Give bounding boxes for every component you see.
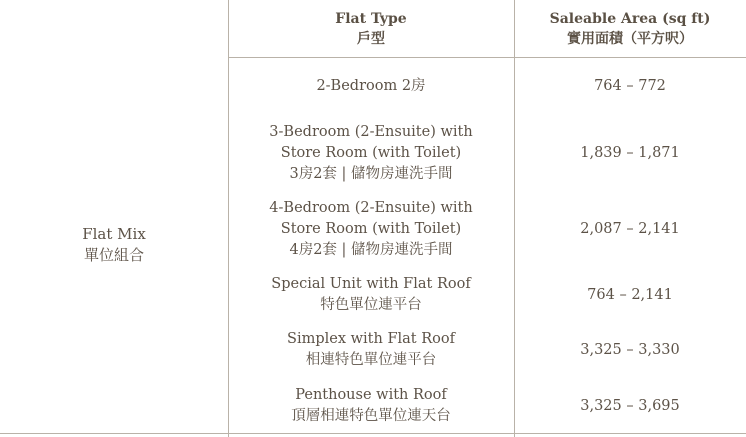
table-row-area <box>514 327 746 373</box>
table-row-type <box>228 327 514 373</box>
table-row-type <box>228 383 514 429</box>
area-value: 1,839 – 1,871 <box>580 144 680 161</box>
table-row-area <box>514 120 746 186</box>
flat-type-line: Special Unit with Flat Roof <box>271 276 471 292</box>
flat-mix-label-en: Flat Mix <box>82 225 146 243</box>
area-value: 3,325 – 3,330 <box>580 341 680 358</box>
flat-type-line: Simplex with Flat Roof <box>287 331 455 347</box>
table-row-type <box>228 120 514 186</box>
flat-type-line: Penthouse with Roof <box>295 387 447 403</box>
table-row-area <box>514 196 746 262</box>
header-area-en: Saleable Area (sq ft) <box>549 10 711 27</box>
table-row-type <box>228 272 514 318</box>
flat-type-line: 特色單位連平台 <box>320 297 422 313</box>
table-bottom-border <box>0 433 746 434</box>
area-value: 2,087 – 2,141 <box>580 220 680 237</box>
flat-type-line: Store Room (with Toilet) <box>280 144 462 161</box>
table-row-type <box>228 60 514 112</box>
flat-type-line: 相連特色單位連平台 <box>305 352 437 368</box>
header-flat-type-zh: 戶型 <box>357 30 385 47</box>
flat-type-line: 4-Bedroom (2-Ensuite) with <box>269 199 473 216</box>
table-row-area <box>514 383 746 429</box>
table-row-area <box>514 60 746 112</box>
flat-type-line: 4房2套 | 儲物房連洗手間 <box>289 241 453 258</box>
flat-type-line: 頂層相連特色單位連天台 <box>291 408 451 424</box>
header-area-zh: 實用面積（平方呎） <box>567 30 693 47</box>
header-saleable-area <box>514 0 746 57</box>
flat-type-line: 3-Bedroom (2-Ensuite) with <box>269 123 473 140</box>
table-row-area <box>514 272 746 318</box>
table-row-type <box>228 196 514 262</box>
header-flat-type <box>228 0 514 57</box>
flat-type-line: Store Room (with Toilet) <box>280 220 462 237</box>
flat-mix-label <box>0 57 228 433</box>
flat-mix-label-zh: 單位組合 <box>83 246 144 264</box>
area-value: 764 – 2,141 <box>587 286 673 303</box>
area-value: 764 – 772 <box>594 77 666 94</box>
area-value: 3,325 – 3,695 <box>580 397 680 414</box>
header-flat-type-en: Flat Type <box>335 10 407 27</box>
header-divider <box>228 57 746 58</box>
flat-type-line: 3房2套 | 儲物房連洗手間 <box>289 165 453 182</box>
flat-type-line: 2-Bedroom 2房 <box>316 77 426 94</box>
